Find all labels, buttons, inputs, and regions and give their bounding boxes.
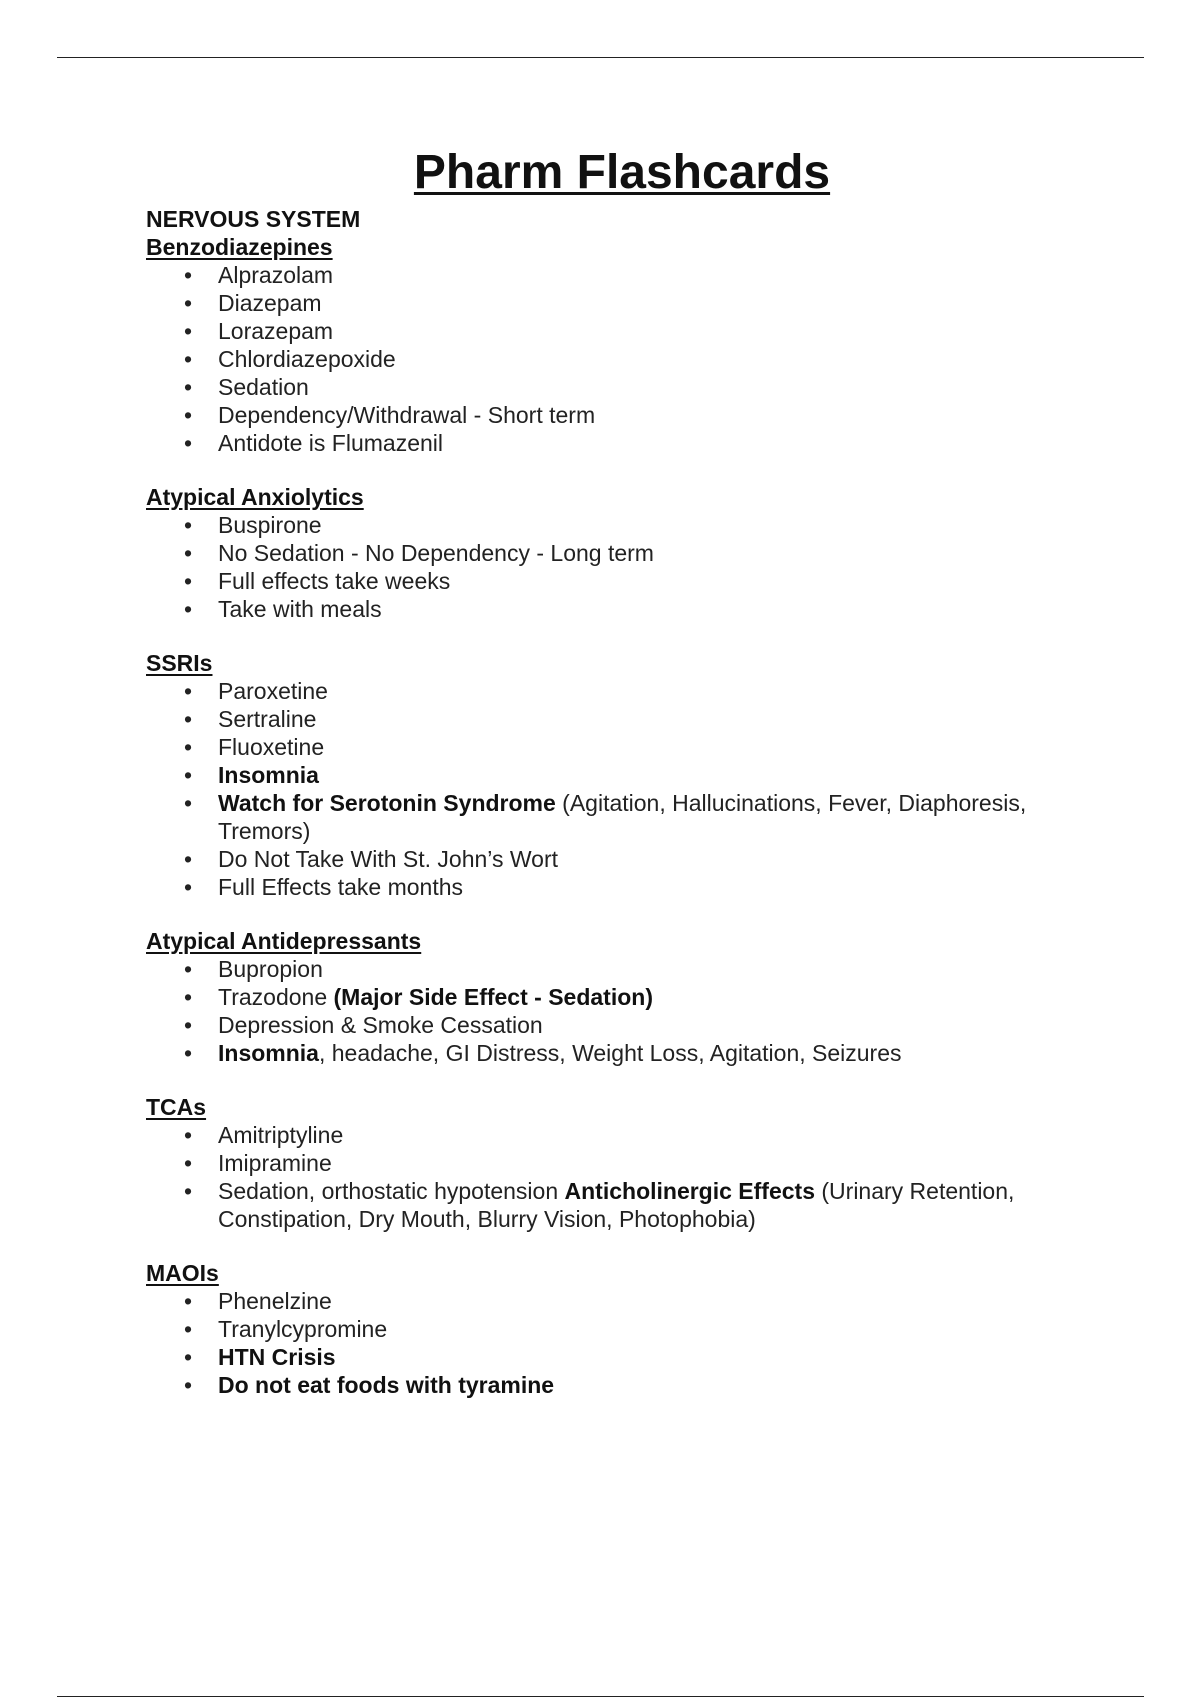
list-item [146,733,1106,761]
bullet-icon: • [183,956,193,982]
bullet-icon: • [183,1178,193,1204]
bullet-icon: • [183,540,193,566]
list-item [146,789,1106,845]
bullet-list [146,677,1106,901]
drug-class-title: SSRIs [146,650,213,676]
bullet-icon: • [183,1316,193,1342]
bullet-icon: • [183,1122,193,1148]
item-text: Sedation, orthostatic hypotension [218,1178,565,1204]
bullet-icon: • [183,874,193,900]
drug-class-title: TCAs [146,1094,207,1120]
bullet-list [146,261,1106,457]
item-text: Amitriptyline [218,1122,344,1148]
list-item [146,1287,1106,1315]
list-item [146,1039,1106,1067]
list-item [146,1011,1106,1039]
list-item [146,873,1106,901]
list-item [146,1343,1106,1371]
item-text: Paroxetine [218,678,328,704]
list-item [146,677,1106,705]
item-text: Alprazolam [218,262,334,288]
list-item [146,373,1106,401]
bullet-icon: • [183,790,193,816]
list-item [146,317,1106,345]
item-text: Full effects take weeks [218,568,451,594]
drug-class-title: Atypical Anxiolytics [146,484,364,510]
bold-text: HTN Crisis [218,1344,336,1370]
section-heading: NERVOUS SYSTEM [146,206,361,232]
bullet-icon: • [183,1372,193,1398]
item-text: Trazodone [218,984,334,1010]
list-item [146,511,1106,539]
bullet-list [146,1287,1106,1399]
bullet-icon: • [183,430,193,456]
bold-text: Do not eat foods with tyramine [218,1372,555,1398]
item-text: Imipramine [218,1150,332,1176]
bullet-icon: • [183,402,193,428]
list-item [146,1149,1106,1177]
drug-class-group [146,649,1106,901]
item-text: Fluoxetine [218,734,325,760]
document-body [146,141,1106,1425]
list-item [146,1371,1106,1399]
bullet-icon: • [183,734,193,760]
list-item [146,983,1106,1011]
bullet-icon: • [183,1040,193,1066]
list-item [146,261,1106,289]
drug-class-group [146,233,1106,457]
list-item [146,289,1106,317]
item-text: Lorazepam [218,318,334,344]
item-text: , headache, GI Distress, Weight Loss, Agitation, Seizures [318,1040,902,1066]
drug-class-list [146,233,1106,1399]
drug-class-title: MAOIs [146,1260,219,1286]
drug-class-title: Benzodiazepines [146,234,333,260]
drug-class-group [146,1259,1106,1399]
bullet-icon: • [183,290,193,316]
bullet-list [146,1121,1106,1233]
bullet-icon: • [183,1344,193,1370]
item-text: Full Effects take months [218,874,464,900]
list-item [146,955,1106,983]
bold-text: Insomnia [218,762,319,788]
bullet-icon: • [183,846,193,872]
item-text: Do Not Take With St. John’s Wort [218,846,559,872]
item-text: (Agitation, Hallucinations, Fever, Diaphoresis, Tremors) [218,790,1027,844]
item-text: Diazepam [218,290,322,316]
bullet-icon: • [183,678,193,704]
item-text: Depression & Smoke Cessation [218,1012,543,1038]
drug-class-title: Atypical Antidepressants [146,928,422,954]
item-text: (Urinary Retention, Constipation, Dry Mouth, Blurry Vision, Photophobia) [218,1178,1015,1232]
bold-text: Anticholinergic Effects [564,1178,815,1204]
bullet-icon: • [183,374,193,400]
item-text: Dependency/Withdrawal - Short term [218,402,596,428]
bullet-icon: • [183,1288,193,1314]
list-item [146,429,1106,457]
bullet-icon: • [183,318,193,344]
bold-text: Watch for Serotonin Syndrome [218,790,556,816]
bullet-list [146,955,1106,1067]
item-text: Sertraline [218,706,317,732]
bullet-icon: • [183,762,193,788]
item-text: Buspirone [218,512,322,538]
bullet-icon: • [183,1012,193,1038]
document-title: Pharm Flashcards [413,146,831,199]
bold-text: Insomnia [218,1040,319,1066]
list-item [146,1315,1106,1343]
list-item [146,539,1106,567]
item-text: Tranylcypromine [218,1316,388,1342]
list-item [146,1121,1106,1149]
list-item [146,761,1106,789]
item-text: Chlordiazepoxide [218,346,396,372]
list-item [146,1177,1106,1233]
item-text: Take with meals [218,596,382,622]
list-item [146,705,1106,733]
bold-text: (Major Side Effect - Sedation) [333,984,653,1010]
bullet-list [146,511,1106,623]
list-item [146,567,1106,595]
list-item [146,845,1106,873]
bullet-icon: • [183,346,193,372]
bullet-icon: • [183,1150,193,1176]
drug-class-group [146,483,1106,623]
list-item [146,401,1106,429]
bullet-icon: • [183,512,193,538]
list-item [146,345,1106,373]
bullet-icon: • [183,984,193,1010]
drug-class-group [146,927,1106,1067]
bullet-icon: • [183,568,193,594]
bottom-rule [57,1696,1144,1697]
item-text: Antidote is Flumazenil [218,430,443,456]
item-text: Sedation [218,374,309,400]
item-text: No Sedation - No Dependency - Long term [218,540,654,566]
top-rule [57,57,1144,58]
bullet-icon: • [183,596,193,622]
drug-class-group [146,1093,1106,1233]
item-text: Phenelzine [218,1288,332,1314]
item-text: Bupropion [218,956,323,982]
list-item [146,595,1106,623]
bullet-icon: • [183,706,193,732]
bullet-icon: • [183,262,193,288]
